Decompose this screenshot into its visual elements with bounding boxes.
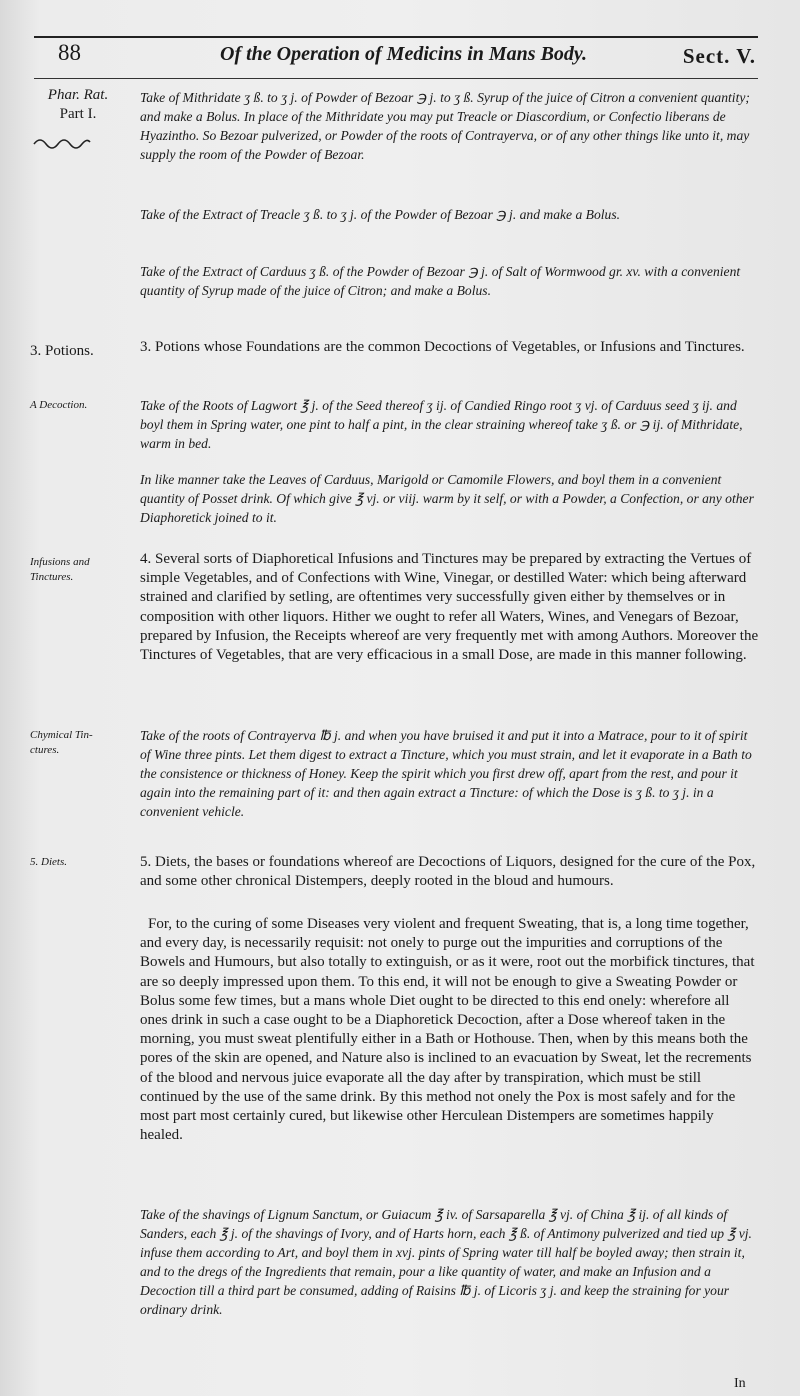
potions-paragraph: 3. Potions whose Foundations are the common Decoctions of Vegetables, or Infusions and Tinctures. (140, 339, 745, 355)
catchword: In (734, 1376, 746, 1391)
recipe-decoction-lagwort: Take of the Roots of Lagwort ℥ j. of the Seed thereof ʒ ij. of Candied Ringo root ʒ vj. of Carduus seed ʒ ij. and boyl them in Spring water, one pint to half a pint, in the clear straining whereof take ʒ ß. or ℈ ij. of Mithridate, warm in bed. (140, 398, 743, 451)
margin-note-potions: 3. Potions. (30, 343, 94, 359)
recipe-carduus: Take of the Extract of Carduus ʒ ß. of the Powder of Bezoar ℈ j. of Salt of Wormwood gr. xv. with a convenient quantity of Syrup made of the juice of Citron; and make a Bolus. (140, 264, 741, 298)
diets-paragraph: 5. Diets, the bases or foundations whereof are Decoctions of Liquors, designed for the cure of the Pox, and some other chronical Distempers, deeply rooted in the bloud and humours. (140, 854, 756, 890)
flourish-ornament (32, 134, 92, 152)
recipe-mithridate: Take of Mithridate ʒ ß. to ʒ j. of Powder of Bezoar ℈ j. to ʒ ß. Syrup of the juice of Citron a convenient quantity; and make a Bolus. In place of the Mithridate you may put Treacle or Diascordium, or Confectio liberans de Hyazintho. So Bezoar pulverized, or Powder of the roots of Contrayerva, or of any other things like unto it, may supply the room of the Powder of Bezoar. (140, 90, 750, 162)
page-number: 88 (58, 40, 81, 65)
sweating-paragraph: For, to the curing of some Diseases very violent and frequent Sweating, that is, a long time together, and every day, is necessarily requisit: not onely to purge out the impurities and corruptions of the Bowels and Humours, but also totally to extinguish, or as it were, root out the morbifick tinctures, that are so deeply impressed upon them. To this end, it will not be enough to give a Sweating Powder or Bolus some few times, but a mans whole Diet ought to be directed to this end onely: wherefore all ones drink in such a case ought to be a Diaphoretick Decoction, after a Dose whereof taken in the morning, you must sweat plentifully either in a Bath or Hothouse. Then, when by this means both the pores of the skin are opened, and Nature also is inclined to an evacuation by Sweat, let the recrements of the blood and nervous juice evaporate all the day after by transpiration, which must be still continued by the use of the same drink. By this method not onely the Pox is most safely and for the most part most certainly cured, but likewise other Herculean Distempers are sometimes happily healed. (140, 916, 755, 1144)
margin-pharm-line1: Phar. Rat. (47, 87, 109, 103)
margin-note-decoction: A Decoction. (30, 399, 88, 411)
recipe-lignum-sanctum: Take of the shavings of Lignum Sanctum, or Guiacum ℥ iv. of Sarsaparella ℥ vj. of China ℥ ij. of all kinds of Sanders, each ℥ j. of the shavings of Ivory, and of Harts horn, each ℥ ß. of Antimony pulverized and tied up ℥ vj. infuse them according to Art, and boyl them in xvj. pints of Spring water till half be boyled away; then strain it, and to the dregs of the Ingredients that remain, pour a like quantity of water, and make an Infusion and a Decoction till a third part be consumed, adding of Raisins ℔ j. of Licoris ʒ j. and keep the straining for your ordinary drink. (140, 1207, 752, 1317)
margin-note-infusions: Infusions and Tinctures. (30, 556, 90, 583)
recipe-decoction-carduus: In like manner take the Leaves of Carduus, Marigold or Camomile Flowers, and boyl them in a convenient quantity of Posset drink. Of which give ℥ vj. or viij. warm by it self, or with a Powder, a Confection, or any other Diaphoretick joined to it. (140, 472, 754, 525)
page-header (34, 36, 758, 79)
margin-pharm-line2: Part I. (59, 106, 97, 122)
recipe-chymical-tincture: Take of the roots of Contrayerva ℔ j. and when you have bruised it and put it into a Matrace, pour to it of spirit of Wine three pints. Let them digest to extract a Tincture, which you must strain, and let it evaporate in a Bath to the consistence or thickness of Honey. Keep the spirit which you first drew off, apart from the rest, and pour it again into the remaining part of it: and then again extract a Tincture: of which the Dose is ʒ ß. to ʒ j. in a convenient vehicle. (140, 728, 752, 819)
margin-note-chymical: Chymical Tin- ctures. (30, 729, 93, 756)
margin-note-diets: 5. Diets. (30, 856, 67, 868)
infusions-paragraph: 4. Several sorts of Diaphoretical Infusions and Tinctures may be prepared by extracting the Vertues of simple Vegetables, and of Confections with Wine, Vinegar, or destilled Water: which being afterward strained and clarified by setling, are oftentimes very successfully given either by themselves or in composition with other liquors. Hither we ought to refer all Waters, Wines, and Venegars of Bezoar, prepared by Infusion, the Receipts whereof are very frequently met with among Authors. Moreover the Tinctures of Vegetables, that are very efficacious in a small Dose, are made in this manner following. (140, 551, 759, 664)
running-title: Of the Operation of Medicins in Mans Body. (220, 43, 588, 65)
margin-note-pharm (30, 86, 126, 124)
recipe-treacle: Take of the Extract of Treacle ʒ ß. to ʒ j. of the Powder of Bezoar ℈ j. and make a Bolus. (140, 207, 621, 222)
section-label: Sect. V. (682, 44, 756, 68)
